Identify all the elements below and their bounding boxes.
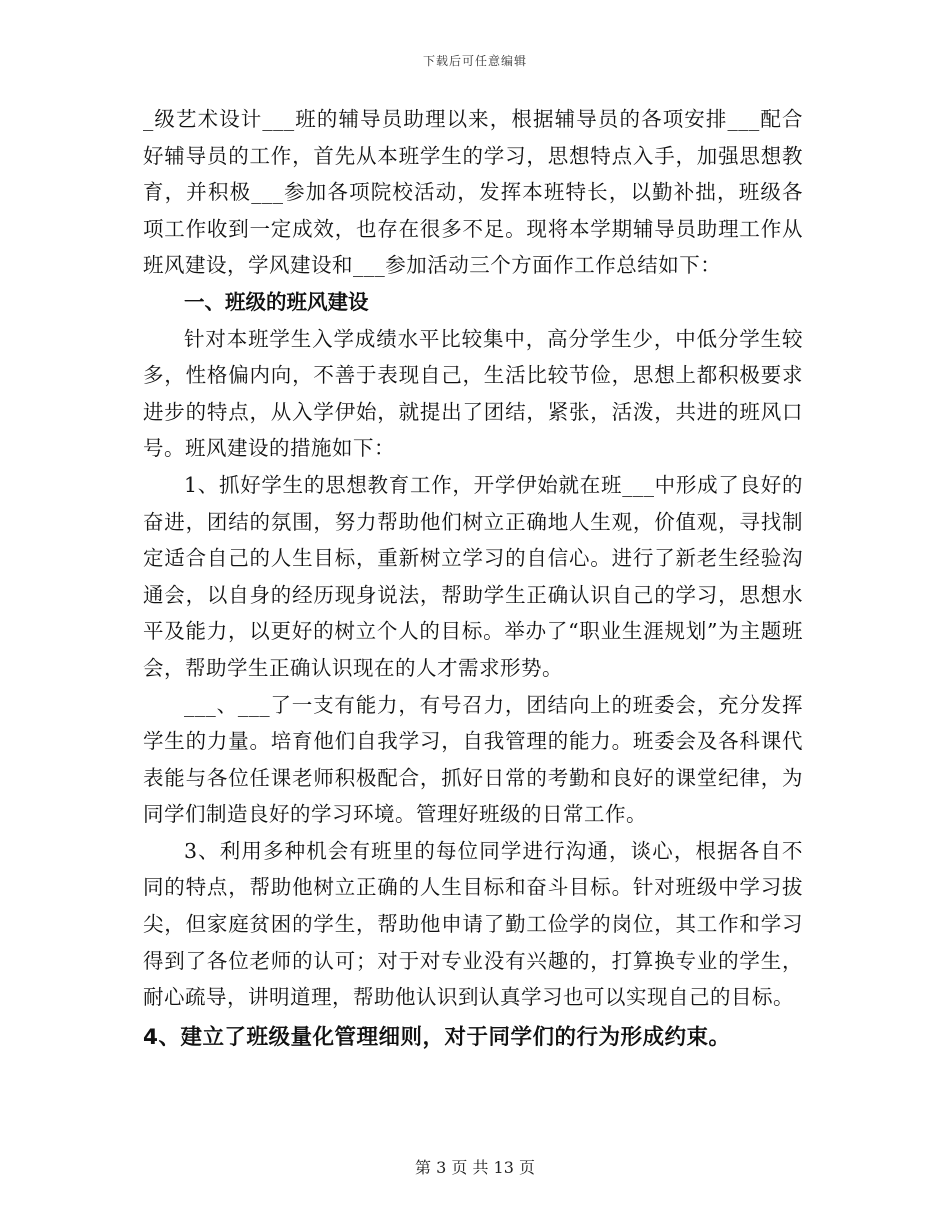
item-2-paragraph: ___、___了一支有能力，有号召力，团结向上的班委会，充分发挥学生的力量。培育他们自我学习，自我管理的能力。班委会及各科课代表能与各位任课老师积极配合，抓好日常的考勤和良好的课堂纪律，为同学们制造良好的学习环境。管理好班级的日常工作。 (143, 692, 803, 827)
section-intro-paragraph: 针对本班学生入学成绩水平比较集中，高分学生少，中低分学生较多，性格偏内向，不善于表现自己，生活比较节俭，思想上都积极要求进步的特点，从入学伊始，就提出了团结，紧张，活泼，共进的班风口号。班风建设的措施如下： (143, 326, 803, 461)
item-1-paragraph: 1、抓好学生的思想教育工作，开学伊始就在班___中形成了良好的奋进，团结的氛围，努力帮助他们树立正确地人生观，价值观，寻找制定适合自己的人生目标，重新树立学习的自信心。进行了新老生经验沟通会，以自身的经历现身说法，帮助学生正确认识自己的学习，思想水平及能力，以更好的树立个人的目标。举办了“职业生涯规划”为主题班会，帮助学生正确认识现在的人才需求形势。 (143, 472, 803, 680)
item-4-heading: 4、建立了班级量化管理细则，对于同学们的行为形成约束。 (143, 1024, 731, 1050)
section-heading-class-style: 一、班级的班风建设 (184, 289, 369, 314)
page-header: 下载后可任意编辑 (422, 54, 527, 68)
page-number: 第 3 页 共 13 页 (415, 1158, 535, 1177)
intro-paragraph: _级艺术设计___班的辅导员助理以来，根据辅导员的各项安排___配合好辅导员的工作，首先从本班学生的学习，思想特点入手，加强思想教育，并积极___参加各项院校活动，发挥本班特长，以勤补拙，班级各项工作收到一定成效，也存在很多不足。现将本学期辅导员助理工作从班风建设，学风建设和___参加活动三个方面作工作总结如下： (143, 107, 803, 278)
item-3-paragraph: 3、利用多种机会有班里的每位同学进行沟通，谈心，根据各自不同的特点，帮助他树立正确的人生目标和奋斗目标。针对班级中学习拔尖，但家庭贫困的学生，帮助他申请了勤工俭学的岗位，其工作和学习得到了各位老师的认可；对于对专业没有兴趣的，打算换专业的学生，耐心疏导，讲明道理，帮助他认识到认真学习也可以实现自己的目标。 (143, 838, 803, 1010)
document-body (143, 101, 803, 1056)
